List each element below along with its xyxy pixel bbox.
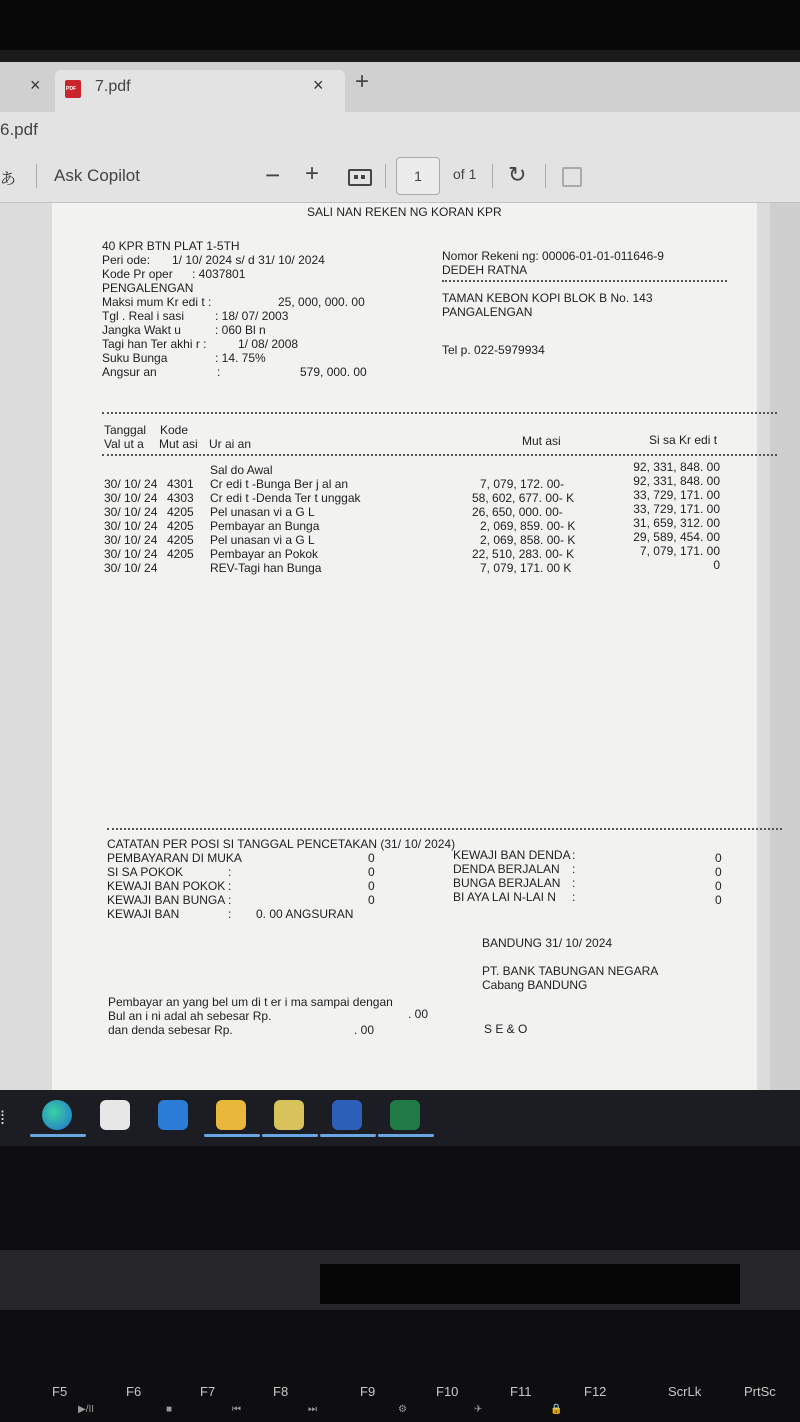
page-view-icon[interactable] [562, 167, 582, 187]
play-pause-icon: ▶/II [78, 1404, 95, 1415]
file-explorer-icon[interactable] [216, 1100, 246, 1130]
payment-note-2-value: . 00 [408, 1007, 429, 1021]
pdf-viewer [0, 203, 800, 1090]
jangka-value: : 060 Bl n [215, 323, 266, 337]
seo-mark: S E & O [484, 1022, 528, 1036]
row-saldo: 0 [713, 558, 720, 572]
row-mutasi: 7, 079, 171. 00 K [480, 561, 572, 575]
key-f9: F9 [360, 1384, 376, 1399]
taskbar-active-indicator [262, 1134, 318, 1137]
note-label: KEWAJI BAN DENDA [453, 848, 571, 862]
word-icon[interactable] [332, 1100, 362, 1130]
airplane-mode-icon: ✈ [474, 1404, 483, 1415]
viewer-right-panel [770, 203, 800, 1090]
row-saldo: 31, 659, 312. 00 [633, 516, 720, 530]
row-saldo: 33, 729, 171. 00 [633, 502, 720, 516]
row-date: 30/ 10/ 24 [104, 491, 158, 505]
row-date: 30/ 10/ 24 [104, 561, 158, 575]
taskbar [0, 1090, 800, 1146]
header-sisa-kredit: Si sa Kr edi t [649, 433, 718, 447]
note-value: 0 [368, 851, 375, 865]
row-mutasi: 7, 079, 172. 00- [480, 477, 565, 491]
note-value: 0 [368, 865, 375, 879]
note-value: 0. 00 ANGSURAN [256, 907, 354, 921]
address-line-1: TAMAN KEBON KOPI BLOK B No. 143 [442, 291, 653, 305]
row-description: Pel unasan vi a G L [210, 505, 315, 519]
note-label: DENDA BERJALAN [453, 862, 560, 876]
row-code: 4303 [167, 491, 194, 505]
screen [0, 62, 800, 1090]
bank-name: PT. BANK TABUNGAN NEGARA [482, 964, 659, 978]
row-code: 4205 [167, 533, 194, 547]
tab-close-button[interactable]: × [313, 75, 324, 95]
tab-bar [0, 62, 800, 112]
angsuran-value: 579, 000. 00 [300, 365, 367, 379]
note-colon: : [572, 848, 576, 862]
taskbar-active-indicator [30, 1134, 86, 1137]
angsuran-label: Angsur an [102, 365, 157, 379]
note-label: SI SA POKOK [107, 865, 184, 879]
row-description: REV-Tagi han Bunga [210, 561, 322, 575]
header-mutasi-code: Mut asi [159, 437, 198, 451]
tab-title: 7.pdf [95, 78, 131, 95]
statement-title: SALI NAN REKEN NG KORAN KPR [307, 205, 502, 219]
note-value: 0 [715, 893, 722, 907]
note-value: 0 [715, 851, 722, 865]
key-f11: F11 [510, 1384, 532, 1399]
key-scrlk: ScrLk [668, 1384, 702, 1399]
saldo-awal-value: 92, 331, 848. 00 [633, 460, 720, 474]
key-f5: F5 [52, 1384, 68, 1399]
max-credit-label: Maksi mum Kr edi t : [102, 295, 212, 309]
period-value: 1/ 10/ 2024 s/ d 31/ 10/ 2024 [172, 253, 325, 267]
note-label: BUNGA BERJALAN [453, 876, 561, 890]
row-mutasi: 58, 602, 677. 00- K [472, 491, 575, 505]
note-colon: : [228, 907, 232, 921]
suku-bunga-value: : 14. 75% [215, 351, 266, 365]
row-code: 4205 [167, 505, 194, 519]
note-value: 0 [368, 879, 375, 893]
mail-icon[interactable] [158, 1100, 188, 1130]
row-date: 30/ 10/ 24 [104, 477, 158, 491]
row-saldo: 29, 589, 454. 00 [633, 530, 720, 544]
branch-label: PENGALENGAN [102, 281, 194, 295]
row-description: Cr edi t -Denda Ter t unggak [210, 491, 361, 505]
zoom-out-button[interactable]: − [265, 160, 281, 190]
tagihan-label: Tagi han Ter akhi r : [102, 337, 207, 351]
account-number: Nomor Rekeni ng: 00006-01-01-011646-9 [442, 249, 664, 263]
new-tab-button[interactable]: + [355, 68, 370, 95]
note-colon: : [228, 879, 232, 893]
divider [442, 280, 727, 282]
key-f12: F12 [584, 1384, 607, 1399]
key-f8: F8 [273, 1384, 289, 1399]
divider [102, 412, 777, 414]
notes-heading: CATATAN PER POSI SI TANGGAL PENCETAKAN (31/ 10/ 2024) [107, 837, 456, 851]
file-name: 6.pdf [0, 120, 38, 139]
header-valuta: Val ut a [104, 437, 144, 451]
store-icon[interactable] [100, 1100, 130, 1130]
row-description: Pembayar an Pokok [210, 547, 319, 561]
note-colon: : [572, 862, 576, 876]
realisasi-value: : 18/ 07/ 2003 [215, 309, 289, 323]
row-code: 4301 [167, 477, 194, 491]
note-value: 0 [368, 893, 375, 907]
row-date: 30/ 10/ 24 [104, 519, 158, 533]
pdf-toolbar [0, 152, 800, 203]
previous-tab-close-button[interactable]: × [30, 75, 41, 95]
payment-note-3: dan denda sebesar Rp. [108, 1023, 233, 1037]
key-prtsc: PrtSc [744, 1384, 776, 1399]
header-uraian: Ur ai an [209, 437, 252, 451]
pdf-page [52, 203, 757, 1090]
note-colon: : [228, 893, 232, 907]
note-label: KEWAJI BAN BUNGA [107, 893, 226, 907]
product-name: 40 KPR BTN PLAT 1-5TH [102, 239, 240, 253]
taskbar-active-indicator [378, 1134, 434, 1137]
address-row [0, 112, 800, 152]
kode-value: : 4037801 [192, 267, 246, 281]
fit-page-icon[interactable] [348, 169, 372, 186]
tagihan-value: 1/ 08/ 2008 [238, 337, 299, 351]
account-name: DEDEH RATNA [442, 263, 528, 277]
page-number-value: 1 [414, 168, 422, 184]
header-kode: Kode [160, 423, 189, 437]
note-label: PEMBAYARAN DI MUKA [107, 851, 242, 865]
key-f10: F10 [436, 1384, 459, 1399]
row-mutasi: 22, 510, 283. 00- K [472, 547, 575, 561]
taskbar-active-indicator [320, 1134, 376, 1137]
saldo-awal-label: Sal do Awal [210, 463, 273, 477]
payment-note-2: Bul an i ni adal ah sebesar Rp. [108, 1009, 272, 1023]
pdf-file-icon [65, 80, 81, 98]
keyboard-vent [320, 1264, 740, 1304]
page-number-input[interactable] [396, 157, 440, 195]
edge-icon[interactable] [42, 1100, 72, 1130]
monitor-bezel-edge [0, 50, 800, 62]
taskbar-active-indicator [204, 1134, 260, 1137]
suku-bunga-label: Suku Bunga [102, 351, 168, 365]
address-line-2: PANGALENGAN [442, 305, 533, 319]
row-date: 30/ 10/ 24 [104, 505, 158, 519]
laptop-keyboard [0, 1146, 800, 1422]
note-label: BI AYA LAI N-LAI N [453, 890, 556, 904]
lock-icon: 🔒 [550, 1404, 563, 1415]
key-f7: F7 [200, 1384, 216, 1399]
note-value: 0 [715, 879, 722, 893]
tab-7-pdf[interactable] [55, 70, 345, 112]
app-icon[interactable] [274, 1100, 304, 1130]
row-mutasi: 2, 069, 858. 00- K [480, 533, 576, 547]
jangka-label: Jangka Wakt u [102, 323, 181, 337]
ask-copilot-button[interactable]: Ask Copilot [54, 166, 140, 185]
divider [102, 454, 777, 456]
start-icon[interactable]: ⁞ [0, 1108, 6, 1128]
bank-branch: Cabang BANDUNG [482, 978, 588, 992]
row-date: 30/ 10/ 24 [104, 547, 158, 561]
row-description: Cr edi t -Bunga Ber j al an [210, 477, 349, 491]
kode-label: Kode Pr oper [102, 267, 173, 281]
divider [107, 828, 782, 830]
payment-note-3-value: . 00 [354, 1023, 375, 1037]
row-mutasi: 26, 650, 000. 00- [472, 505, 563, 519]
note-colon: : [572, 890, 576, 904]
row-code: 4205 [167, 547, 194, 561]
payment-note-1: Pembayar an yang bel um di t er i ma sampai dengan [108, 995, 393, 1009]
realisasi-label: Tgl . Real i sasi [102, 309, 185, 323]
zoom-in-button[interactable]: + [305, 160, 320, 187]
excel-icon[interactable] [390, 1100, 420, 1130]
settings-icon: ⚙ [398, 1404, 407, 1415]
key-f6: F6 [126, 1384, 142, 1399]
rotate-icon[interactable]: ↻ [508, 162, 527, 187]
toolbar-divider [385, 164, 386, 188]
row-date: 30/ 10/ 24 [104, 533, 158, 547]
page-count: of 1 [453, 166, 477, 182]
note-colon: : [572, 876, 576, 890]
toolbar-divider [492, 164, 493, 188]
city-date: BANDUNG 31/ 10/ 2024 [482, 936, 613, 950]
previous-track-icon: ⏮ [232, 1404, 241, 1415]
stop-icon: ■ [166, 1404, 173, 1415]
note-colon: : [228, 865, 232, 879]
read-aloud-icon[interactable]: あ [0, 171, 17, 188]
row-description: Pembayar an Bunga [210, 519, 320, 533]
row-code: 4205 [167, 519, 194, 533]
note-label: KEWAJI BAN [107, 907, 180, 921]
note-value: 0 [715, 865, 722, 879]
note-label: KEWAJI BAN POKOK [107, 879, 226, 893]
telephone: Tel p. 022-5979934 [442, 343, 545, 357]
header-tanggal: Tanggal [104, 423, 147, 437]
header-mutasi: Mut asi [522, 434, 561, 448]
row-description: Pel unasan vi a G L [210, 533, 315, 547]
toolbar-divider [545, 164, 546, 188]
row-saldo: 92, 331, 848. 00 [633, 474, 720, 488]
row-saldo: 33, 729, 171. 00 [633, 488, 720, 502]
period-label: Peri ode: [102, 253, 151, 267]
toolbar-divider [36, 164, 37, 188]
angsuran-colon: : [217, 365, 221, 379]
row-mutasi: 2, 069, 859. 00- K [480, 519, 576, 533]
row-saldo: 7, 079, 171. 00 [639, 544, 720, 558]
max-credit-value: 25, 000, 000. 00 [278, 295, 365, 309]
next-track-icon: ⏭ [308, 1404, 317, 1415]
